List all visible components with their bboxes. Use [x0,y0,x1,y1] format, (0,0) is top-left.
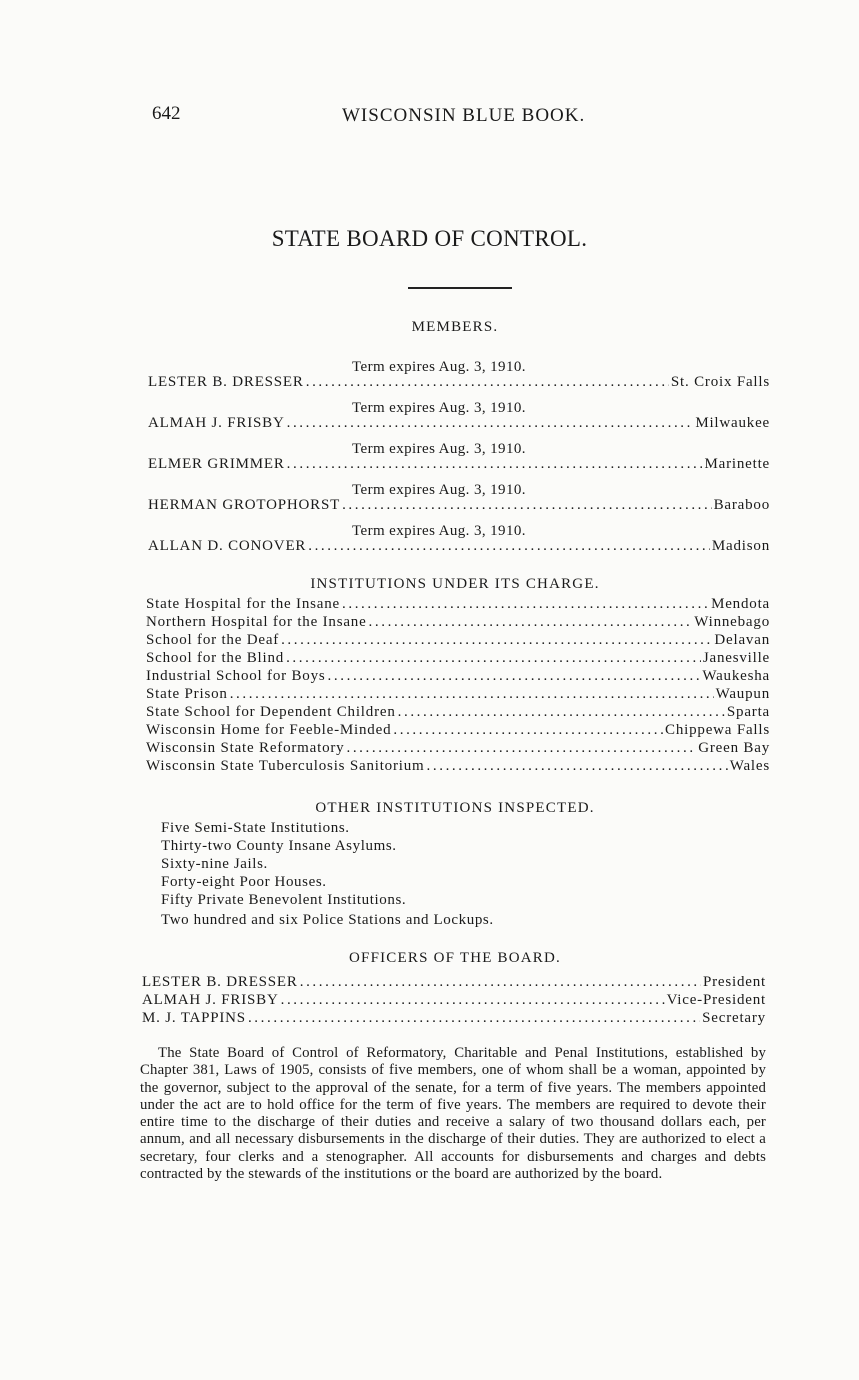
leader-dots [369,614,693,631]
institution-name: Wisconsin State Reformatory [146,740,345,756]
member-place: Baraboo [713,497,770,513]
leader-dots [248,1010,700,1027]
leader-dots [306,374,669,391]
institution-row [146,758,770,777]
member-row [148,456,770,475]
member-name: HERMAN GROTOPHORST [148,497,341,513]
member-row [148,415,770,434]
institution-row [146,632,770,651]
institution-place: Mendota [711,596,770,612]
institution-name: School for the Deaf [146,632,280,648]
page-number: 642 [152,103,181,124]
page-title: STATE BOARD OF CONTROL. [271,226,588,251]
leader-dots [346,740,696,757]
officer-row [142,974,766,993]
officer-row [142,1010,766,1029]
officer-role: Secretary [702,1010,766,1026]
leader-dots [308,538,710,555]
leader-dots [287,456,703,473]
institution-place: Winnebago [694,614,770,630]
book-title: WISCONSIN BLUE BOOK. [342,105,586,126]
inspected-item: Sixty-nine Jails. [161,856,268,872]
other-inspected-heading: OTHER INSTITUTIONS INSPECTED. [315,800,595,816]
institution-place: Waukesha [702,668,770,684]
member-name: ALMAH J. FRISBY [148,415,285,431]
member-place: Madison [711,538,770,554]
title-rule [408,287,512,289]
member-term: Term expires Aug. 3, 1910. [352,441,526,457]
institution-row [146,740,770,759]
leader-dots [427,758,728,775]
leader-dots [286,650,701,667]
leader-dots [287,415,694,432]
member-place: Marinette [704,456,770,472]
institution-name: Industrial School for Boys [146,668,326,684]
leader-dots [342,596,709,613]
inspected-item: Fifty Private Benevolent Institutions. [161,892,407,908]
member-term: Term expires Aug. 3, 1910. [352,359,526,375]
leader-dots [300,974,701,991]
institution-place: Green Bay [698,740,770,756]
institution-row [146,686,770,705]
leader-dots [328,668,701,685]
institution-place: Wales [729,758,770,774]
officer-role: President [702,974,766,990]
leader-dots [342,497,712,514]
officer-name: ALMAH J. FRISBY [142,992,279,1008]
institution-row [146,704,770,723]
leader-dots [393,722,663,739]
member-place: St. Croix Falls [670,374,770,390]
member-row [148,497,770,516]
inspected-item: Two hundred and six Police Stations and Lockups. [161,912,494,928]
inspected-item: Thirty-two County Insane Asylums. [161,838,397,854]
officer-name: LESTER B. DRESSER [142,974,298,990]
member-term: Term expires Aug. 3, 1910. [352,400,526,416]
institution-name: Northern Hospital for the Insane [146,614,367,630]
running-header [152,103,762,127]
institution-name: State School for Dependent Children [146,704,396,720]
institution-place: Chippewa Falls [665,722,770,738]
leader-dots [230,686,714,703]
member-place: Milwaukee [695,415,770,431]
inspected-item: Forty-eight Poor Houses. [161,874,327,890]
member-row [148,538,770,557]
officer-name: M. J. TAPPINS [142,1010,246,1026]
institution-place: Delavan [714,632,770,648]
institution-name: State Hospital for the Insane [146,596,340,612]
institution-place: Janesville [702,650,770,666]
institutions-heading: INSTITUTIONS UNDER ITS CHARGE. [310,576,600,592]
officer-role: Vice-President [666,992,766,1008]
officers-heading: OFFICERS OF THE BOARD. [349,950,561,966]
institution-row [146,650,770,669]
leader-dots [281,632,712,649]
member-row [148,374,770,393]
institution-row [146,614,770,633]
institution-name: School for the Blind [146,650,285,666]
board-description: The State Board of Control of Reformatory, Charitable and Penal Institutions, established by Chapter 381, Laws of 1905, consists of five members, one of whom shall be a woman, appointed by the governor, subject to the approval of the senate, for a term of five years. The members appointed under the act are to hold office for the term of five years. The members are required to devote their entire time to the discharge of their duties and receive a salary of two thousand dollars each, per annum, and all necessary disbursements in the discharge of their duties. They are authorized to elect a secretary, four clerks and a stenographer. All accounts for disbursements and charges and debts contracted by the stewards of the institutions or the board are authorized by the board. [140,1045,766,1183]
member-term: Term expires Aug. 3, 1910. [352,523,526,539]
leader-dots [281,992,665,1009]
member-name: ELMER GRIMMER [148,456,285,472]
institution-name: Wisconsin Home for Feeble-Minded [146,722,392,738]
institution-place: Waupun [715,686,770,702]
member-term: Term expires Aug. 3, 1910. [352,482,526,498]
institution-row [146,722,770,741]
leader-dots [398,704,725,721]
inspected-item: Five Semi-State Institutions. [161,820,350,836]
institution-place: Sparta [726,704,770,720]
member-name: LESTER B. DRESSER [148,374,304,390]
member-name: ALLAN D. CONOVER [148,538,307,554]
institution-name: State Prison [146,686,228,702]
institution-name: Wisconsin State Tuberculosis Sanitorium [146,758,425,774]
members-heading: MEMBERS. [411,319,499,335]
institution-row [146,668,770,687]
institution-row [146,596,770,615]
officer-row [142,992,766,1011]
